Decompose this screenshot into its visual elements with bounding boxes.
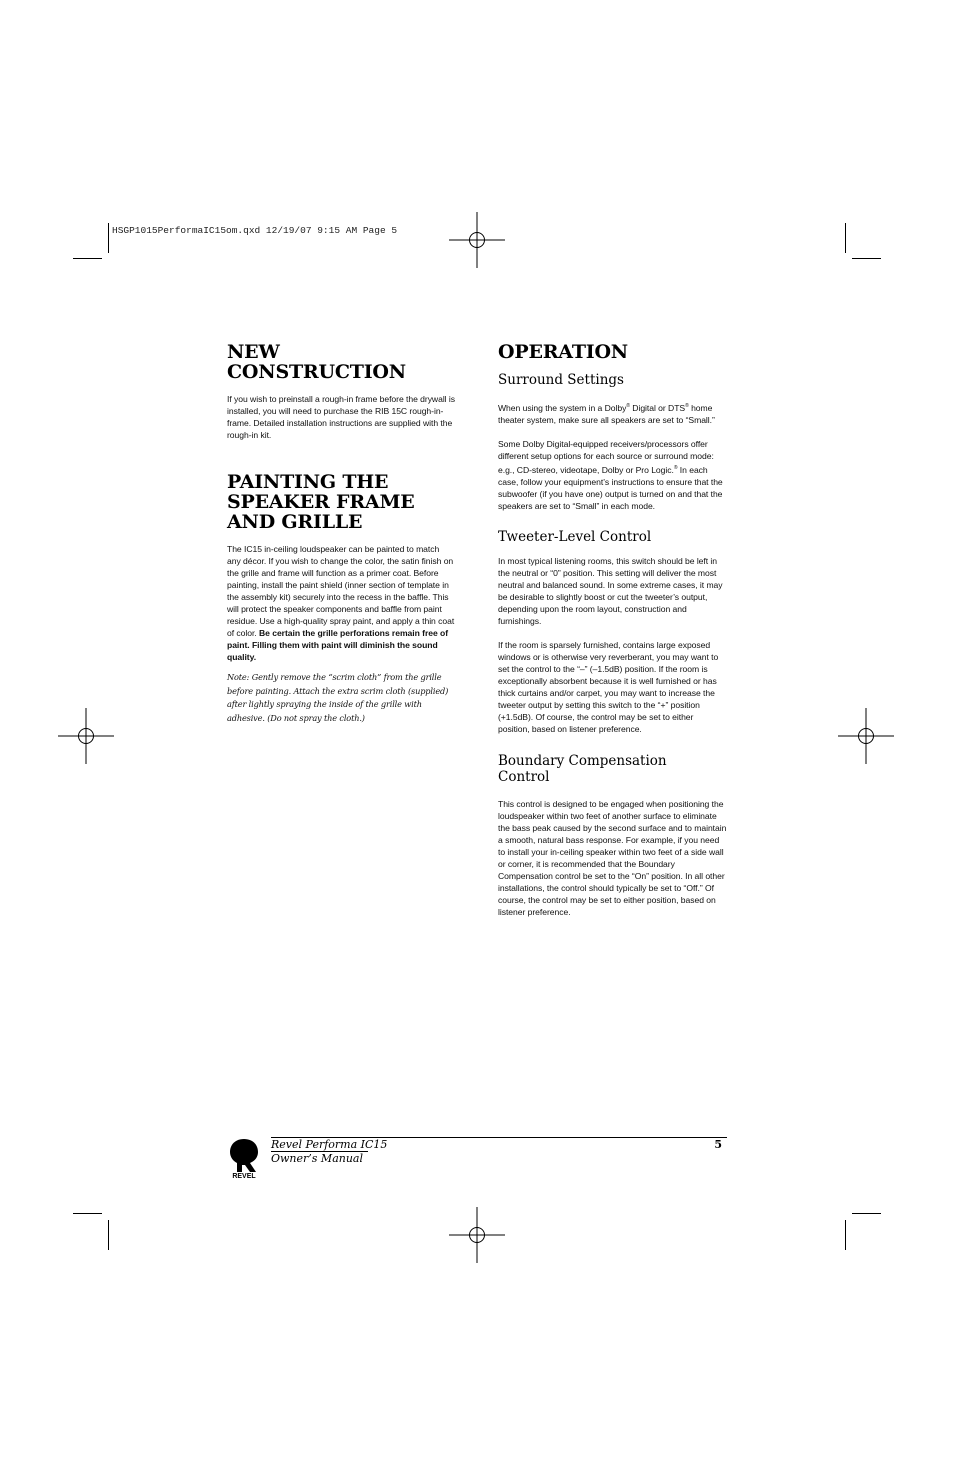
painting-note: Note: Gently remove the “scrim cloth” from the grille before painting. Attach the extra scrim cloth (supplied) after lightly spraying the inside of the grille with adhesive. (Do not spray the cloth.) bbox=[227, 672, 449, 723]
surround-text: When using the system in a Dolby bbox=[498, 402, 627, 413]
surround-text: In each case, follow your equipment’s instructions to ensure that the subwoofer (if you have one) output is turned on and that the speakers are set to “Small” in each mode. bbox=[498, 464, 723, 511]
right-column bbox=[498, 342, 727, 918]
footer-title: Revel Performa IC15 bbox=[271, 1138, 388, 1151]
crop-mark bbox=[73, 1213, 102, 1214]
boundary-paragraph: This control is designed to be engaged when positioning the loudspeaker within two feet of another surface to eliminate the bass peak caused by the second surface and to maintain a smooth, natural bass response. For example, if you need to install your in-ceiling speaker within two feet of a side wall or corner, it is recommended that the Boundary Compensation control be set to the “On” position. In all other installations, the control should typically be set to “Off.” Of course, the control may be set to either position, based on listener preference. bbox=[498, 798, 727, 917]
subheading-boundary-compensation bbox=[498, 753, 727, 785]
section-heading-new-construction: NEW CONSTRUCTION bbox=[227, 341, 406, 383]
painting-heading-line: PAINTING THE bbox=[227, 471, 389, 493]
section-heading-painting bbox=[227, 472, 455, 532]
painting-heading-line: SPEAKER FRAME bbox=[227, 491, 415, 513]
surround-text: Some Dolby Digital-equipped receivers/processors offer different setup options for each source or surround mode: e.g., CD-stereo, videotape, Dolby or Pro Logic. bbox=[498, 438, 714, 475]
section-heading-operation: OPERATION bbox=[498, 341, 628, 363]
registration-mark-icon bbox=[449, 1207, 505, 1263]
registered-mark: ® bbox=[685, 403, 689, 409]
painting-warning-text: Be certain the grille perforations remain free of paint. Filling them with paint will diminish the sound quality. bbox=[227, 628, 449, 662]
surround-paragraph-2 bbox=[498, 438, 727, 512]
surround-text: home theater system, make sure all speakers are set to “Small.” bbox=[498, 402, 715, 425]
crop-mark bbox=[108, 1220, 109, 1250]
logo-wordmark: REVEL bbox=[232, 1173, 256, 1180]
tweeter-paragraph-1: In most typical listening rooms, this switch should be left in the neutral or “0” position. This setting will deliver the most neutral and balanced sound. In some extreme cases, it may be desirable to slightly boost or cut the tweeter’s output, depending upon the room layout, construction and furnishings. bbox=[498, 555, 723, 626]
file-slug: HSGP1015PerformaIC15om.qxd 12/19/07 9:15 AM Page 5 bbox=[112, 225, 398, 236]
registered-mark: ® bbox=[673, 464, 678, 471]
subheading-tweeter-level-control: Tweeter-Level Control bbox=[498, 528, 652, 545]
crop-mark bbox=[73, 258, 102, 259]
surround-text: Digital or DTS bbox=[629, 402, 686, 413]
left-column bbox=[227, 342, 455, 725]
boundary-heading-line: Control bbox=[498, 768, 550, 785]
crop-mark bbox=[845, 1220, 846, 1250]
new-construction-paragraph: If you wish to preinstall a rough-in frame before the drywall is installed, you will need to purchase the RIB 15C rough-in-frame. Detailed installation instructions are supplied with the rough-in kit. bbox=[227, 394, 455, 440]
tweeter-paragraph-2: If the room is sparsely furnished, contains large exposed windows or is otherwise very reverberant, you may want to set the control to the “–” (–1.5dB) position. If the room is exceptionally absorbent because it is well furnished or has thick curtains and/or carpet, you may want to increase the tweeter output by setting this switch to the “+” position (+1.5dB). Of course, the control may be set to either position, based on listener preference. bbox=[498, 639, 719, 734]
painting-heading-line: AND GRILLE bbox=[227, 511, 363, 533]
crop-mark bbox=[852, 258, 881, 259]
crop-mark bbox=[845, 223, 846, 253]
registration-mark-icon bbox=[58, 708, 114, 764]
footer-subtitle: Owner’s Manual bbox=[271, 1152, 363, 1165]
crop-mark bbox=[108, 223, 109, 253]
painting-paragraph bbox=[227, 543, 455, 663]
page-number: 5 bbox=[714, 1138, 722, 1151]
registration-mark-icon bbox=[838, 708, 894, 764]
registration-mark-icon bbox=[449, 212, 505, 268]
painting-body-text: The IC15 in-ceiling loudspeaker can be painted to match any décor. If you wish to change the color, the satin finish on the grille and frame will function as a primer coat. Before painting, install the paint shield (inner section of template in the assembly kit) securely into the recess in the baffle. This will protect the speaker components and baffle from paint residue. Use a high-quality spray paint, and apply a thin coat of color. bbox=[227, 544, 455, 638]
surround-paragraph-1 bbox=[498, 400, 727, 426]
boundary-heading-line: Boundary Compensation bbox=[498, 752, 667, 769]
subheading-surround-settings: Surround Settings bbox=[498, 372, 624, 388]
registered-mark: ® bbox=[626, 403, 630, 409]
crop-mark bbox=[852, 1213, 881, 1214]
